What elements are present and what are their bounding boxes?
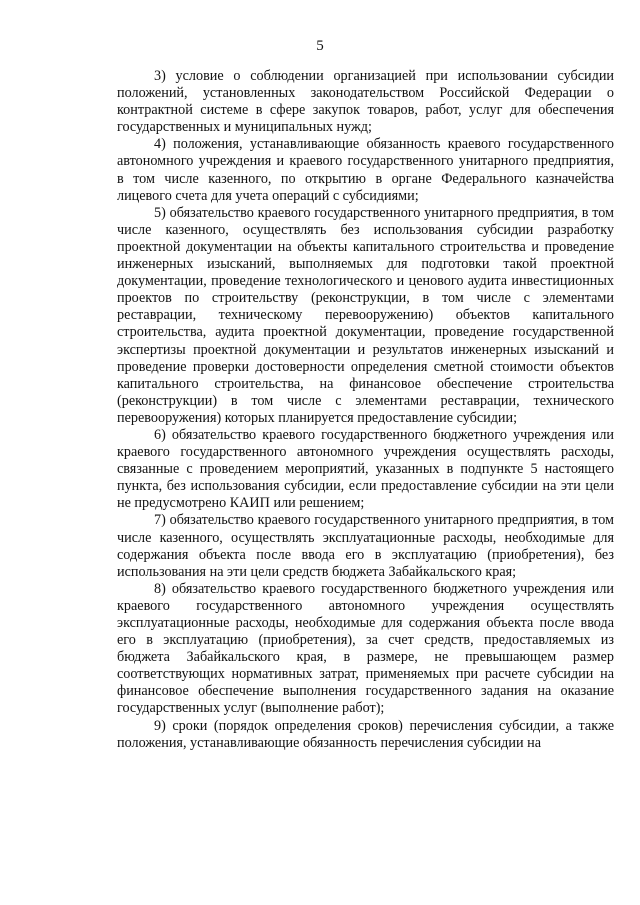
paragraph-item-3: 3) условие о соблюдении организацией при использовании субсидии положений, установленных законодательством Российской Федерации о контрактной системе в сфере закупок товаров, работ, услуг для обеспечения государственных и муниципальных нужд;	[117, 68, 614, 136]
document-body	[117, 68, 614, 752]
paragraph-item-4: 4) положения, устанавливающие обязанность краевого государственного автономного учреждения и краевого государственного унитарного предприятия, в том числе казенного, по открытию в органе Федерального казначейства лицевого счета для учета операций с субсидиями;	[117, 136, 614, 204]
paragraph-item-7: 7) обязательство краевого государственного унитарного предприятия, в том числе казенного, осуществлять эксплуатационные расходы, необходимые для содержания объекта после ввода его в эксплуатацию (приобретения), без использования на эти цели средств бюджета Забайкальского края;	[117, 512, 614, 580]
paragraph-item-9: 9) сроки (порядок определения сроков) перечисления субсидии, а также положения, устанавливающие обязанность перечисления субсидии на	[117, 717, 614, 751]
paragraph-item-5: 5) обязательство краевого государственного унитарного предприятия, в том числе казенного, осуществлять без использования субсидии разработку проектной документации на объекты капитального строительства и проведение инженерных изысканий, выполняемых для подготовки такой проектной документации, проведение технологического и ценового аудита инвестиционных проектов по строительству (реконструкции, в том числе с элементами реставрации, техническому перевооружению) объектов капитального строительства, аудита проектной документации, проведение государственной экспертизы проектной документации и результатов инженерных изысканий и проведение проверки достоверности определения сметной стоимости объектов капитального строительства, на финансовое обеспечение строительства (реконструкции) в том числе с элементами реставрации, технического перевооружения) которых планируется предоставление субсидии;	[117, 204, 614, 426]
paragraph-item-6: 6) обязательство краевого государственного бюджетного учреждения или краевого государственного автономного учреждения осуществлять расходы, связанные с проведением мероприятий, указанных в подпункте 5 настоящего пункта, без использования субсидии, если предоставление субсидии на эти цели не предусмотрено КАИП или решением;	[117, 426, 614, 512]
page-number: 5	[316, 38, 324, 54]
paragraph-item-8: 8) обязательство краевого государственного бюджетного учреждения или краевого государственного автономного учреждения осуществлять эксплуатационные расходы, необходимые для содержания объекта после ввода его в эксплуатацию (приобретения), за счет средств, предоставляемых из бюджета Забайкальского края, в размере, не превышающем размер соответствующих нормативных затрат, применяемых при расчете субсидии на финансовое обеспечение выполнения государственного задания на оказание государственных услуг (выполнение работ);	[117, 580, 614, 717]
